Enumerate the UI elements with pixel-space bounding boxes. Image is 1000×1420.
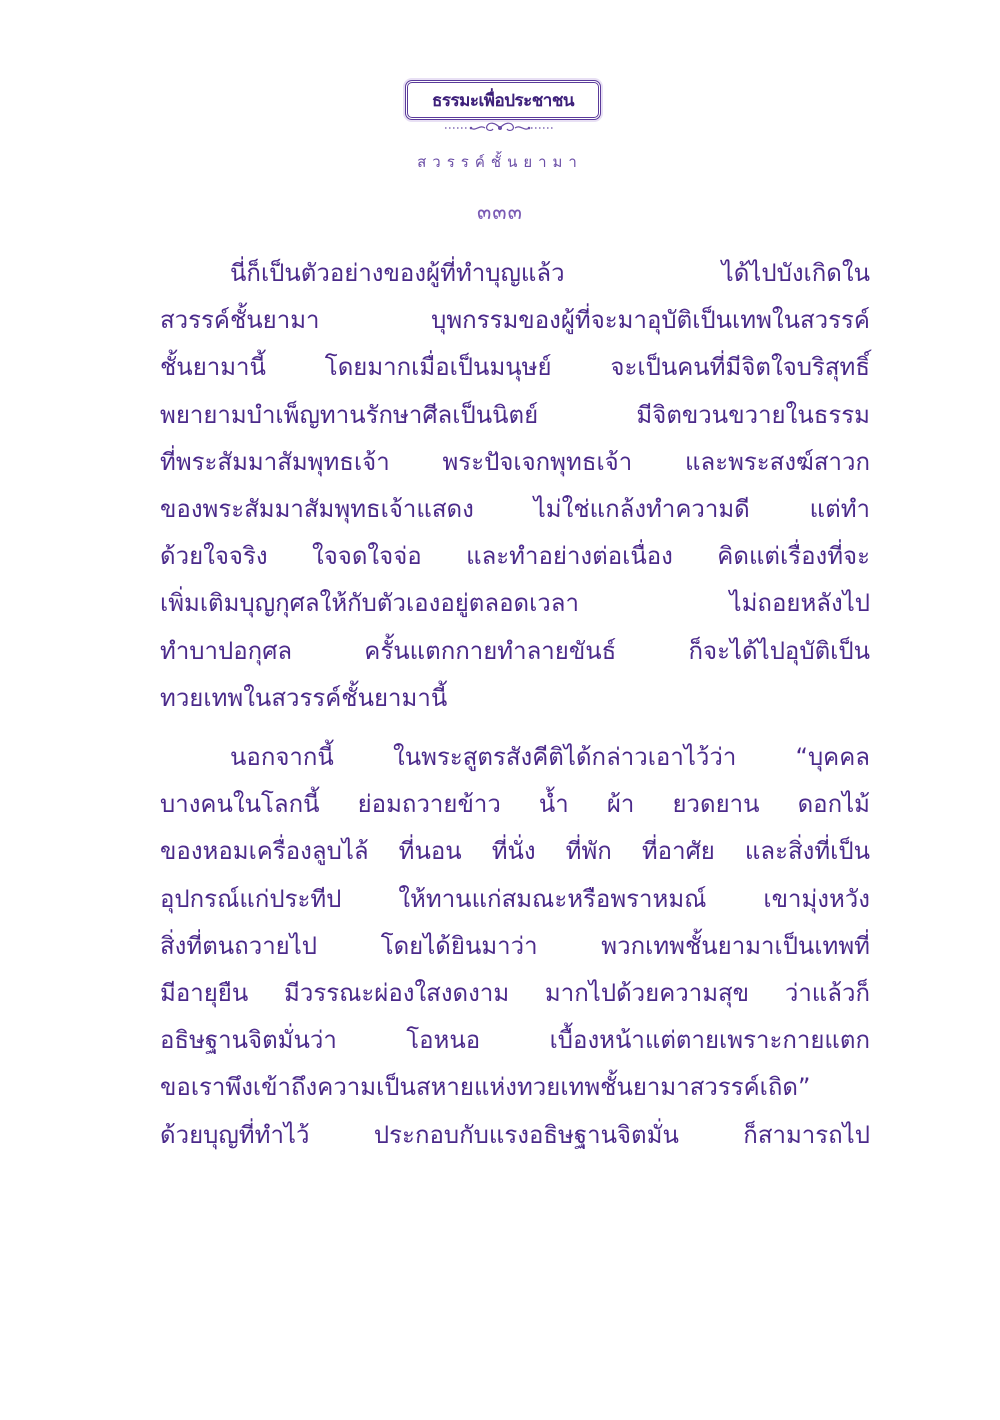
text-line: พยายามบำเพ็ญทานรักษาศีลเป็นนิตย์ มีจิตขวนขวายในธรรม	[160, 400, 870, 429]
text-line: อธิษฐานจิตมั่นว่า โอหนอ เบื้องหน้าแต่ตายเพราะกายแตก	[160, 1026, 870, 1055]
body-text	[160, 250, 870, 1159]
text-line: ของพระสัมมาสัมพุทธเจ้าแสดง ไม่ใช่แกล้งทำความดี แต่ทำ	[160, 495, 870, 524]
text-line: สิ่งที่ตนถวายไป โดยได้ยินมาว่า พวกเทพชั้นยามาเป็นเทพที่	[160, 931, 870, 960]
text-line: ทวยเทพในสวรรค์ชั้นยามานี้	[160, 683, 448, 712]
text-line: อุปกรณ์แก่ประทีป ให้ทานแก่สมณะหรือพราหมณ์ เขามุ่งหวัง	[160, 884, 870, 913]
text-line: ชั้นยามานี้ โดยมากเมื่อเป็นมนุษย์ จะเป็นคนที่มีจิตใจบริสุทธิ์	[160, 353, 870, 382]
text-line: นี่ก็เป็นตัวอย่างของผู้ที่ทำบุญแล้ว ได้ไปบังเกิดใน	[230, 259, 870, 287]
text-line: ด้วยใจจริง ใจจดใจจ่อ และทำอย่างต่อเนื่อง คิดแต่เรื่องที่จะ	[160, 542, 870, 571]
paragraph-1	[160, 250, 870, 722]
page-number: ๓๓๓	[476, 200, 524, 224]
text-line: นอกจากนี้ ในพระสูตรสังคีติได้กล่าวเอาไว้ว่า “บุคคล	[230, 743, 870, 772]
book-logo	[385, 60, 615, 138]
paragraph-2	[160, 734, 870, 1159]
text-line: ของหอมเครื่องลูบไล้ ที่นอน ที่นั่ง ที่พัก ที่อาศัย และสิ่งที่เป็น	[160, 837, 870, 866]
text-line: เพิ่มเติมบุญกุศลให้กับตัวเองอยู่ตลอดเวลา ไม่ถอยหลังไป	[160, 589, 870, 618]
text-line: บางคนในโลกนี้ ย่อมถวายข้าว น้ำ ผ้า ยวดยาน ดอกไม้	[160, 790, 870, 819]
floral-ornament-icon	[385, 120, 615, 136]
text-line: ที่พระสัมมาสัมพุทธเจ้า พระปัจเจกพุทธเจ้า และพระสงฆ์สาวก	[160, 447, 870, 476]
logo-frame	[405, 80, 601, 120]
logo-text: ธรรมะเพื่อประชาชน	[432, 90, 574, 111]
text-line: ขอเราพึงเข้าถึงความเป็นสหายแห่งทวยเทพชั้นยามาสวรรค์เถิด”	[160, 1073, 811, 1102]
chapter-title: สวรรค์ชั้นยามา	[417, 153, 583, 171]
text-line: ทำบาปอกุศล ครั้นแตกกายทำลายขันธ์ ก็จะได้ไปอุบัติเป็น	[160, 636, 870, 665]
text-line: มีอายุยืน มีวรรณะผ่องใสงดงาม มากไปด้วยความสุข ว่าแล้วก็	[160, 979, 870, 1008]
book-header	[0, 60, 1000, 142]
text-line: ด้วยบุญที่ทำไว้ ประกอบกับแรงอธิษฐานจิตมั่น ก็สามารถไป	[160, 1120, 870, 1149]
text-line: สวรรค์ชั้นยามา บุพกรรมของผู้ที่จะมาอุบัติเป็นเทพในสวรรค์	[160, 306, 870, 335]
